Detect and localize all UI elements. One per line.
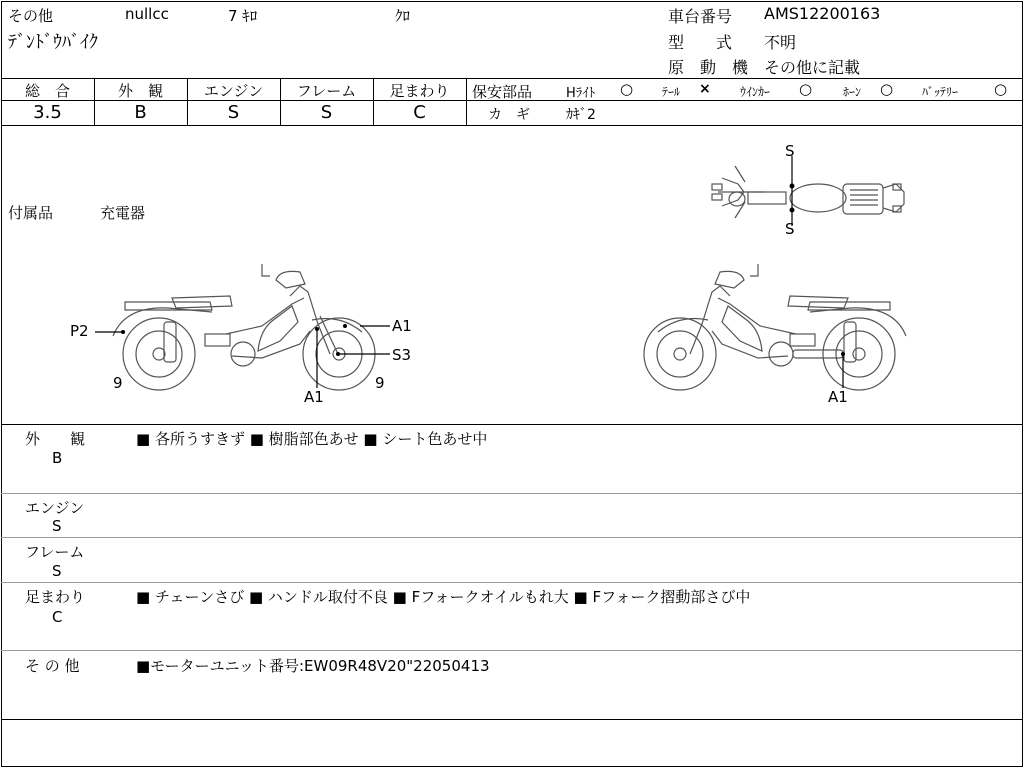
- grade-label-suspension: 足まわり: [389, 82, 450, 100]
- remark-engine-grade: S: [52, 517, 62, 535]
- divider: [466, 100, 1022, 101]
- mark-left-s3: S3: [392, 346, 412, 364]
- grade-value-suspension: C: [413, 102, 426, 123]
- grade-value-overall: 3.5: [33, 102, 62, 123]
- safety-headlight-mark: ○: [620, 80, 634, 98]
- mark-left-p2: P2: [70, 322, 89, 340]
- accessories-label: 付属品: [8, 204, 54, 222]
- remark-suspension-text: ■ チェーンさび ■ ハンドル取付不良 ■ Fフォークオイルもれ大 ■ Fフォーク摺動部さび中: [136, 588, 751, 606]
- grade-label-frame: フレーム: [296, 82, 357, 100]
- remark-exterior-grade: B: [52, 449, 63, 467]
- model-name: ﾃﾞﾝﾄﾞｳﾊﾞｲｸ: [8, 32, 98, 53]
- frame-number-label: 車台番号: [668, 7, 733, 26]
- bike-top-view: [712, 156, 904, 226]
- remark-exterior-text: ■ 各所うすきず ■ 樹脂部色あせ ■ シート色あせ中: [136, 430, 488, 448]
- remark-frame-grade: S: [52, 562, 62, 580]
- safety-label: 保安部品: [472, 83, 533, 101]
- safety-winker-label: ｳｲﾝｶｰ: [740, 85, 771, 99]
- remark-frame-label: フレーム: [25, 543, 85, 561]
- accessories-value: 充電器: [100, 204, 146, 222]
- frame-number-value: AMS12200163: [764, 4, 881, 23]
- grade-label-overall: 総 合: [24, 82, 70, 100]
- mark-top-rear: S: [785, 220, 795, 238]
- bike-right-view: [644, 264, 906, 390]
- bike-left-view: [113, 264, 375, 390]
- grade-label-exterior: 外 観: [117, 82, 163, 100]
- remark-suspension-label: 足まわり: [25, 588, 86, 606]
- remark-other-text: ■モーターユニット番号:EW09R48V20"22050413: [136, 657, 490, 675]
- grade-value-engine: S: [227, 102, 240, 123]
- engine-type-label: 原 動 機: [668, 58, 749, 77]
- mark-left-a1-upper: A1: [392, 317, 412, 335]
- divider: [1, 493, 1022, 494]
- mark-left-9-front: 9: [113, 374, 123, 392]
- grade-label-engine: エンジン: [203, 82, 264, 100]
- mark-top-front: S: [785, 142, 795, 160]
- divider: [1, 424, 1022, 425]
- safety-horn-mark: ○: [880, 80, 894, 98]
- safety-headlight-label: Hﾗｲﾄ: [566, 86, 596, 101]
- displacement: nullcc: [125, 5, 169, 23]
- mark-right-a1: A1: [828, 388, 848, 406]
- divider: [1, 650, 1022, 651]
- divider: [1, 582, 1022, 583]
- category: その他: [8, 7, 54, 25]
- safety-tail-label: ﾃｰﾙ: [662, 85, 681, 99]
- divider: [1, 78, 1022, 79]
- key-label: カ ギ: [488, 107, 530, 123]
- safety-tail-mark: ×: [699, 81, 711, 97]
- bike-diagram: [0, 126, 1024, 424]
- grade-value-frame: S: [320, 102, 333, 123]
- divider: [466, 78, 467, 125]
- mark-left-a1-lower: A1: [304, 388, 324, 406]
- safety-battery-label: ﾊﾞｯﾃﾘｰ: [922, 85, 959, 99]
- safety-horn-label: ﾎｰﾝ: [843, 85, 862, 99]
- type-label: 型 式: [668, 33, 733, 52]
- safety-winker-mark: ○: [799, 80, 813, 98]
- divider: [1, 537, 1022, 538]
- mileage: 7 ｷﾛ: [228, 7, 258, 25]
- engine-type-value: その他に記載: [764, 58, 861, 77]
- remark-other-label: そ の 他: [25, 657, 80, 675]
- color: ｸﾛ: [395, 7, 411, 25]
- remark-suspension-grade: C: [52, 608, 63, 626]
- type-value: 不明: [764, 33, 797, 52]
- grade-value-exterior: B: [134, 102, 147, 123]
- mark-left-9-rear: 9: [375, 374, 385, 392]
- safety-battery-mark: ○: [994, 80, 1008, 98]
- remark-engine-label: エンジン: [25, 499, 85, 517]
- remark-exterior-label: 外 観: [25, 430, 86, 448]
- divider: [1, 719, 1022, 720]
- key-value: ｶｷﾞ2: [566, 107, 596, 123]
